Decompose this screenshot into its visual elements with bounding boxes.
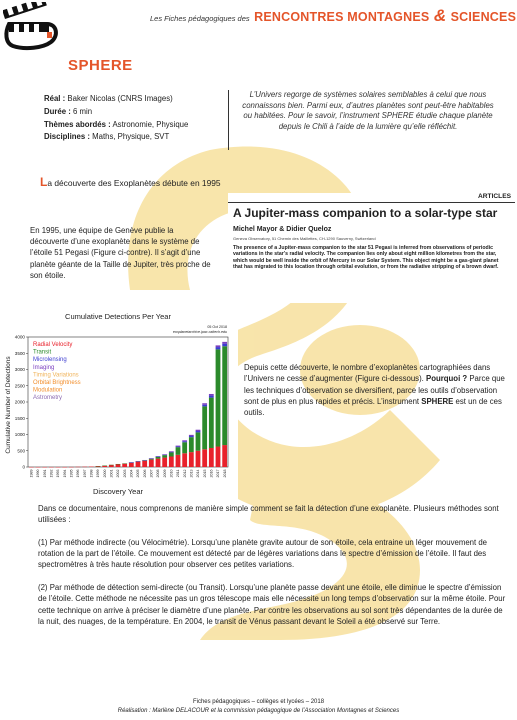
article-tag: ARTICLES — [478, 193, 511, 200]
body-paragraph-method1: (1) Par méthode indirecte (ou Vélocimétrie). Lorsqu’une planète gravite autour de son étoile, cela entraine un léger mouvement de rotation de la part de l’étoile. Ce mouvement est détecté par de légères variations dans le spectre d’émission de l’étoile. Il faut des spectromètres à très haute résolution pour observer ces petites variations. — [38, 537, 488, 570]
bar-segment — [176, 447, 181, 455]
x-tick-label: 2003 — [122, 469, 127, 478]
bar-segment — [216, 349, 221, 446]
series-header — [150, 6, 517, 28]
x-tick-label: 2006 — [142, 469, 147, 478]
x-tick-label: 2005 — [136, 469, 141, 478]
y-tick-label: 500 — [17, 448, 25, 454]
body-text — [38, 503, 508, 639]
y-tick-label: 4000 — [14, 334, 25, 340]
intro-box — [228, 90, 505, 150]
bar-segment — [169, 457, 174, 467]
chart-title: Cumulative Detections Per Year — [65, 312, 171, 321]
bar-segment — [156, 457, 161, 459]
x-tick-label: 2001 — [109, 469, 114, 478]
bar-segment — [216, 447, 221, 467]
x-tick-label: 2014 — [196, 469, 201, 478]
x-tick-label: 1989 — [29, 469, 34, 478]
bar-segment — [209, 448, 214, 467]
legend-entry: Timing Variations — [33, 372, 79, 379]
subtitle-initial: L — [40, 175, 48, 189]
bar-segment — [169, 452, 174, 456]
article-abstract: The presence of a Jupiter-mass companion to the star 51 Pegasi is inferred from observations of periodic variations in the star’s radial velocity. The companion lies only about eight million kilometres from the star, which would be well inside the orbit of Mercury in our Solar System. This object might be a gas-giant planet that has migrated to this location through orbital evolution, or from the radiative stripping of a brown dwarf. — [233, 245, 499, 270]
x-tick-label: 1997 — [82, 469, 87, 478]
bar-segment — [162, 454, 167, 455]
bar-segment — [169, 451, 174, 452]
bar-segment — [176, 455, 181, 467]
y-tick-label: 2500 — [14, 383, 25, 389]
meta-realisation: Réal : Baker Nicolas (CNRS Images) — [44, 94, 173, 103]
x-tick-label: 2018 — [222, 469, 227, 478]
bar-segment — [196, 430, 201, 431]
bar-segment — [196, 451, 201, 467]
bar-segment — [216, 347, 221, 349]
article-rule — [228, 202, 515, 203]
x-tick-label: 2007 — [149, 469, 154, 478]
film-title: SPHERE — [68, 57, 133, 74]
x-tick-label: 2010 — [169, 469, 174, 478]
subtitle-rest: a découverte des Exoplanètes débute en 1995 — [47, 178, 221, 188]
film-meta — [44, 93, 224, 144]
y-tick-label: 1500 — [14, 415, 25, 421]
bar-segment — [142, 461, 147, 467]
article-title: A Jupiter-mass companion to a solar-type star — [233, 206, 498, 220]
bar-segment — [222, 344, 227, 347]
meta-duree: Durée : 6 min — [44, 106, 93, 116]
footer — [0, 698, 517, 715]
bar-segment — [222, 445, 227, 467]
detections-chart — [0, 305, 238, 500]
bar-segment — [196, 432, 201, 450]
x-tick-label: 2012 — [182, 469, 187, 478]
bar-segment — [202, 403, 207, 404]
footer-line1: Fiches pédagogiques – collèges et lycées – 2018 — [192, 699, 325, 705]
bar-segment — [209, 398, 214, 448]
bar-segment — [202, 405, 207, 407]
legend-entry: Radial Velocity — [33, 342, 73, 348]
x-tick-label: 1990 — [36, 469, 41, 478]
legend-entry: Orbital Brightness — [33, 380, 81, 386]
bar-segment — [209, 396, 214, 398]
x-tick-label: 1999 — [96, 469, 101, 478]
x-tick-label: 1998 — [89, 469, 94, 478]
meta-disciplines: Disciplines : Maths, Physique, SVT — [44, 132, 170, 142]
bar-segment — [182, 453, 187, 467]
bar-segment — [196, 431, 201, 432]
x-tick-label: 2004 — [129, 469, 134, 478]
bar-segment — [162, 458, 167, 467]
bar-segment — [129, 463, 134, 467]
x-tick-label: 1993 — [56, 469, 61, 478]
x-tick-label: 1996 — [76, 469, 81, 478]
bar-segment — [216, 345, 221, 347]
legend-entry: Modulation — [33, 387, 63, 394]
chart-date-note: 05 Oct 2018 — [207, 325, 227, 329]
y-tick-label: 1000 — [14, 432, 25, 438]
article-authors: Michel Mayor & Didier Queloz — [233, 226, 332, 233]
article-excerpt — [228, 193, 515, 303]
bar-segment — [202, 449, 207, 467]
x-tick-label: 2008 — [156, 469, 161, 478]
bar-segment — [182, 440, 187, 441]
bar-segment — [189, 436, 194, 437]
bar-segment — [176, 446, 181, 447]
chart-ylabel: Cumulative Number of Detections — [5, 356, 12, 454]
bar-segment — [122, 463, 127, 467]
bar-segment — [209, 394, 214, 396]
bar-segment — [189, 437, 194, 452]
brand-ampersand: & — [433, 6, 447, 25]
footer-credit: Réalisation : Marlène DELACOUR et la commission pédagogique de l’Association Montagnes et Sciences — [117, 707, 400, 714]
y-tick-label: 3500 — [14, 350, 25, 356]
x-tick-label: 2013 — [189, 469, 194, 478]
body-paragraph-intro: Dans ce documentaire, nous comprenons de manière simple comment se fait la détection d’une exoplanète. Plusieurs méthodes sont utilisées : — [38, 504, 499, 525]
x-tick-label: 2016 — [209, 469, 214, 478]
y-tick-label: 2000 — [14, 399, 25, 405]
chart-xlabel: Discovery Year — [92, 487, 144, 496]
bar-segment — [202, 406, 207, 449]
bar-segment — [156, 459, 161, 467]
x-tick-label: 2015 — [202, 469, 207, 478]
bar-segment — [189, 435, 194, 436]
bar-segment — [222, 342, 227, 344]
x-tick-label: 1992 — [49, 469, 54, 478]
x-tick-label: 2009 — [162, 469, 167, 478]
bar-segment — [169, 452, 174, 453]
x-tick-label: 1991 — [42, 469, 47, 478]
brand-name-part2: SCIENCES — [450, 10, 517, 24]
series-prefix: Les Fiches pédagogiques des — [150, 14, 250, 23]
intro-text: L’Univers regorge de systèmes solaires semblables à celui que nous connaissons bien. Parmi eux, d’autres planètes sont peut-être habitables ou habitées. Pour le savoir, l’instrument SPHERE étudie chaque planète depuis le Chili à l’aide de la lumière qu’elle réfléchit. — [242, 90, 494, 131]
section-subtitle — [40, 175, 221, 189]
y-tick-label: 3000 — [14, 367, 25, 373]
article-affiliation: Geneva Observatory, 51 Chemin des Maillettes, CH-1290 Sauverny, Switzerland — [233, 236, 376, 241]
x-tick-label: 2002 — [116, 469, 121, 478]
legend-entry: Transit — [33, 349, 52, 356]
y-tick-label: 0 — [22, 464, 25, 470]
bar-segment — [116, 464, 121, 467]
clapperboard-logo-icon — [3, 2, 61, 54]
bar-segment — [162, 455, 167, 457]
legend-entry: Imaging — [33, 364, 55, 371]
x-tick-label: 2011 — [176, 469, 181, 478]
brand-name-part1: RENCONTRES MONTAGNES — [254, 10, 430, 24]
legend-entry: Astrometry — [33, 395, 63, 402]
bar-segment — [182, 442, 187, 453]
bar-segment — [189, 452, 194, 467]
x-tick-label: 2000 — [102, 469, 107, 478]
bar-segment — [149, 460, 154, 467]
legend-entry: Microlensing — [33, 357, 67, 364]
bar-segment — [136, 462, 141, 467]
paragraph-detections: Depuis cette découverte, le nombre d’exoplanètes cartographiées dans l’Univers ne cesse d’augmenter (Figure ci-dessous). Pourquoi ? Parce que les techniques d’observation se diversifient, parce les outils d’observation sont de plus en plus rapides et précis. L’instrument SPHERE est un de ces outils. — [244, 363, 505, 418]
x-tick-label: 2017 — [216, 469, 221, 478]
body-paragraph-method2: (2) Par méthode de détection semi-directe (ou Transit). Lorsqu’une planète passe devant une étoile, elle diminue le spectre d’émission de l’étoile. Cette méthode ne nécessite pas un gros télescope mais elle nécessite un long temps d’observation sur la même étoile. Pour cette technique on arrive à préciser le diamètre d’une planète. Par contre les observations au sol sont très dépendantes de la durée de la nuit, des nuages, de la température. En 2004, le transit de Vénus passant devant le Soleil a été observé sur Terre. — [38, 583, 506, 626]
meta-themes: Thèmes abordés : Astronomie, Physique — [44, 119, 189, 129]
bar-segment — [176, 446, 181, 447]
x-tick-label: 1995 — [69, 469, 74, 478]
paragraph-discovery: En 1995, une équipe de Genève publie la découverte d’une exoplanète dans le système de l’étoile 51 Pegasi (Figure ci-contre). Il s’agit d’une planète géante de la Taille de Jupiter, très proche de son étoile. — [30, 226, 211, 280]
chart-source-note: exoplanetarchive.ipac.caltech.edu — [172, 330, 227, 334]
bar-segment — [222, 346, 227, 445]
bar-segment — [182, 441, 187, 442]
x-tick-label: 1994 — [62, 469, 67, 478]
